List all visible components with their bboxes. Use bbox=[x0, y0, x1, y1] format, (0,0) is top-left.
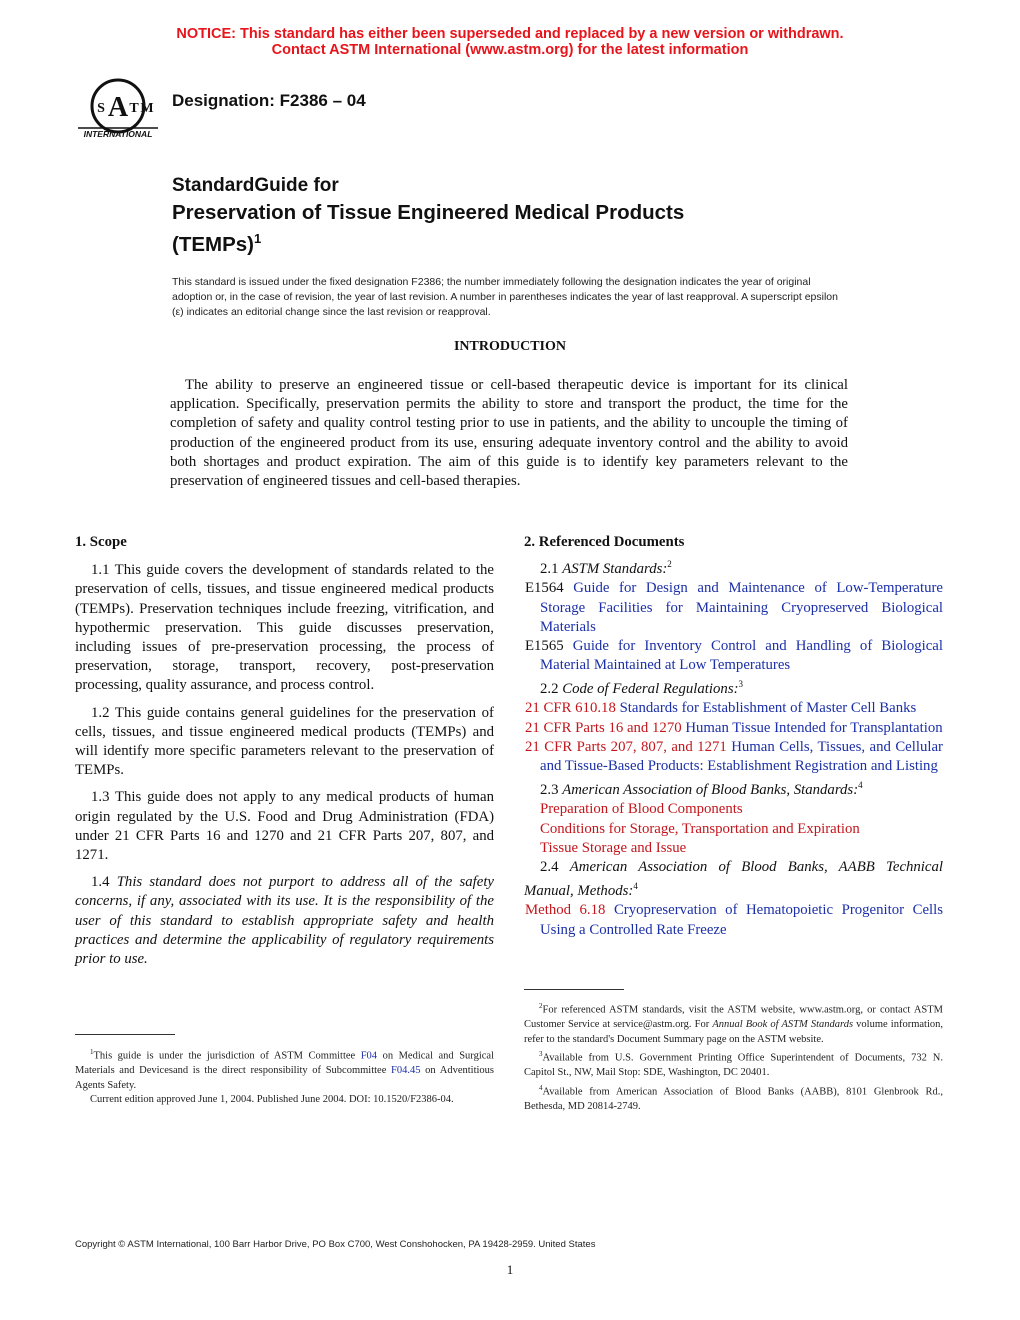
footnote-4 bbox=[524, 1081, 943, 1115]
designation: Designation: F2386 – 04 bbox=[172, 91, 366, 110]
ref-method-6-18-code[interactable]: Method 6.18 bbox=[525, 902, 614, 919]
ref-2-4-number: 2.4 bbox=[540, 859, 570, 876]
title-footnote-mark: 1 bbox=[254, 231, 262, 246]
footnote-1-link-f0445[interactable]: F04.45 bbox=[391, 1065, 421, 1077]
footnote-1-text-b: on Medical and Surgical Materials and Devicesand is the direct responsibility of Subcommittee bbox=[75, 1050, 494, 1077]
ref-cfr-207-link[interactable]: Human Cells, Tissues, and Cellular and Tissue-Based Products: Establishment Registration and Listing bbox=[540, 738, 943, 775]
footnote-2-mark: 2 bbox=[539, 1002, 543, 1010]
astm-logo bbox=[74, 76, 162, 144]
footnote-1-mark: 1 bbox=[90, 1048, 94, 1056]
ref-2-1-title: ASTM Standards: bbox=[562, 561, 668, 578]
ref-e1565[interactable] bbox=[524, 637, 943, 675]
ref-2-4-title: American Association of Blood Banks, AABB Technical Manual, Methods: bbox=[524, 859, 943, 900]
footnote-1 bbox=[75, 1045, 494, 1093]
ref-2-1-number: 2.1 bbox=[540, 561, 563, 578]
title-line-2: Preservation of Tissue Engineered Medical Products bbox=[172, 201, 685, 224]
footnote-2-text-a: For referenced ASTM standards, visit the ASTM website, www.astm.org, or contact ASTM Customer Service at service@astm.org. For bbox=[524, 1004, 943, 1031]
scope-heading: 1. Scope bbox=[75, 534, 127, 550]
footnote-1-edition: Current edition approved June 1, 2004. Published June 2004. DOI: 10.1520/F2386-04. bbox=[90, 1094, 454, 1106]
scope-1-4-number: 1.4 bbox=[91, 874, 117, 891]
ref-cfr-16-1270-code[interactable]: 21 CFR Parts 16 and 1270 bbox=[525, 719, 686, 736]
ref-2-4 bbox=[524, 858, 943, 901]
logo-wordmark: INTERNATIONAL bbox=[83, 129, 153, 139]
referenced-heading: 2. Referenced Documents bbox=[524, 534, 685, 550]
scope-section bbox=[75, 533, 494, 977]
footnote-4-mark: 4 bbox=[539, 1083, 543, 1092]
ref-2-3-footnote-mark: 4 bbox=[858, 780, 863, 791]
footnote-rule-left bbox=[75, 1034, 175, 1035]
footnote-2-text-italic: Annual Book of ASTM Standards bbox=[712, 1019, 854, 1031]
svg-text:M: M bbox=[140, 101, 154, 116]
copyright-line: Copyright © ASTM International, 100 Barr Harbor Drive, PO Box C700, West Conshohocken, PA 19428-2959. United States bbox=[75, 1239, 596, 1250]
footnote-3-text: Available from U.S. Government Printing Office Superintendent of Documents, 732 N. Capitol St., NW, Mail Stop: SDE, Washington, DC 20401. bbox=[524, 1052, 943, 1079]
svg-text:T: T bbox=[129, 101, 139, 116]
ref-method-6-18-link[interactable]: Cryopreservation of Hematopoietic Progenitor Cells Using a Controlled Rate Freeze bbox=[540, 902, 943, 938]
footnote-2 bbox=[524, 999, 943, 1047]
ref-2-3 bbox=[524, 776, 943, 800]
title-acronym: (TEMPs) bbox=[172, 232, 254, 256]
title-main bbox=[172, 200, 684, 258]
ref-aabb-storage[interactable]: Conditions for Storage, Transportation and Expiration bbox=[540, 820, 860, 837]
footnote-4-text: Available from American Association of Blood Banks (AABB), 8101 Glenbrook Rd., Bethesda, MD 20814-2749. bbox=[524, 1086, 943, 1113]
footnote-2-text-b: volume information, refer to the standard's Document Summary page on the ASTM website. bbox=[524, 1019, 943, 1045]
ref-2-1 bbox=[524, 555, 943, 579]
notice-line-1: NOTICE: This standard has either been superseded and replaced by a new version or withdrawn. bbox=[176, 26, 844, 42]
scope-1-1: 1.1 This guide covers the development of standards related to the preservation of cells, tissues, and tissue engineered medical products (TEMPs). Preservation techniques include freezing, vitrification, and hypothermic preservation. This guide discusses preservation, including issues of pre-preservation processing, the process of preservation, storage, transport, recovery, post-preservation processing, quality assurance, and process control. bbox=[75, 562, 494, 694]
ref-cfr-207-807-1271[interactable] bbox=[524, 738, 943, 776]
ref-cfr-207-code[interactable]: 21 CFR Parts 207, 807, and 1271 bbox=[525, 738, 732, 755]
title-line-3 bbox=[172, 226, 684, 258]
ref-2-2-title: Code of Federal Regulations: bbox=[562, 681, 739, 698]
svg-text:S: S bbox=[97, 101, 105, 116]
footnote-rule-right bbox=[524, 989, 624, 990]
svg-text:A: A bbox=[107, 92, 129, 123]
ref-cfr-610-18-link[interactable]: Standards for Establishment of Master Cell Banks bbox=[619, 700, 917, 717]
ref-2-2-footnote-mark: 3 bbox=[738, 679, 744, 690]
ref-2-3-title: American Association of Blood Banks, Standards: bbox=[562, 782, 859, 799]
footnote-3 bbox=[524, 1047, 943, 1081]
ref-e1564-code: E1564 bbox=[525, 580, 574, 597]
ref-aabb-tissue-storage[interactable]: Tissue Storage and Issue bbox=[540, 839, 687, 856]
footnote-1-text-c: on Adventitious Agents Safety. bbox=[75, 1065, 495, 1091]
page-number: 1 bbox=[506, 1262, 514, 1277]
ref-2-1-footnote-mark: 2 bbox=[667, 559, 672, 570]
notice-line-2: Contact ASTM International (www.astm.org) for the latest information bbox=[271, 42, 749, 58]
issuance-note: This standard is issued under the fixed designation F2386; the number immediately following the designation indicates the year of original adoption or, in the case of revision, the year of last revision. A number in parentheses indicates the year of last reapproval. A superscript epsilon (ε) indicates an editorial change since the last revision or reapproval. bbox=[172, 276, 838, 318]
ref-e1564-link[interactable]: Guide for Design and Maintenance of Low-Temperature Storage Facilities for Maintaining Cryopreserved Biological Materials bbox=[540, 580, 943, 635]
ref-2-4-footnote-mark: 4 bbox=[633, 881, 638, 892]
footnote-1-link-f04[interactable]: F04 bbox=[360, 1050, 378, 1062]
footnote-1-text-a: This guide is under the jurisdiction of ASTM Committee bbox=[93, 1050, 361, 1062]
ref-cfr-610-18[interactable] bbox=[524, 699, 943, 718]
ref-cfr-16-1270[interactable] bbox=[524, 719, 943, 738]
ref-cfr-16-1270-link[interactable]: Human Tissue Intended for Transplantation bbox=[685, 719, 943, 736]
footnotes-right bbox=[524, 999, 943, 1115]
ref-2-2 bbox=[524, 675, 943, 699]
footnotes-left bbox=[75, 1045, 494, 1108]
ref-e1565-code: E1565 bbox=[525, 637, 573, 654]
ref-method-6-18[interactable] bbox=[524, 901, 943, 939]
ref-cfr-610-18-code[interactable]: 21 CFR 610.18 bbox=[525, 700, 620, 717]
ref-e1564[interactable] bbox=[524, 579, 943, 637]
introduction-text: The ability to preserve an engineered tissue or cell-based therapeutic device is important for its clinical application. Specifically, preservation permits the ability to store and transport the product, the time for the completion of safety and quality control testing prior to use in patients, and the ability to uncouple the timing of production of the engineered product from its use, ensuring adequate inventory control and the ability to avoid both shortages and product expiration. The aim of this guide is to identify key parameters relevant to the preservation of engineered tissues and cell-based therapies. bbox=[170, 377, 848, 490]
scope-1-2: 1.2 This guide contains general guidelines for the preservation of cells, tissues, and tissue engineered medical products (TEMPs) and will identify more specific parameters relevant to the preservation of TEMPs. bbox=[75, 704, 494, 779]
ref-aabb-blood-components[interactable]: Preparation of Blood Components bbox=[540, 801, 743, 818]
ref-2-3-number: 2.3 bbox=[540, 782, 563, 799]
ref-e1565-link[interactable]: Guide for Inventory Control and Handling of Biological Material Maintained at Low Temperatures bbox=[540, 637, 943, 674]
ref-2-2-number: 2.2 bbox=[540, 681, 563, 698]
scope-1-4 bbox=[75, 873, 494, 969]
footnote-3-mark: 3 bbox=[539, 1050, 543, 1059]
scope-1-4-text: This standard does not purport to address all of the safety concerns, if any, associated with its use. It is the responsibility of the user of this standard to establish appropriate safety and health practices and determine the applicability of regulatory requirements prior to use. bbox=[75, 874, 494, 968]
title-line-1: StandardGuide for bbox=[172, 175, 339, 196]
introduction-heading: INTRODUCTION bbox=[453, 339, 566, 354]
referenced-documents-section bbox=[524, 533, 943, 940]
scope-1-3: 1.3 This guide does not apply to any medical products of human origin regulated by the U.S. Food and Drug Administration (FDA) under 21 CFR Parts 16 and 1270 and 21 CFR Parts 207, 807, and 1271. bbox=[75, 789, 494, 864]
